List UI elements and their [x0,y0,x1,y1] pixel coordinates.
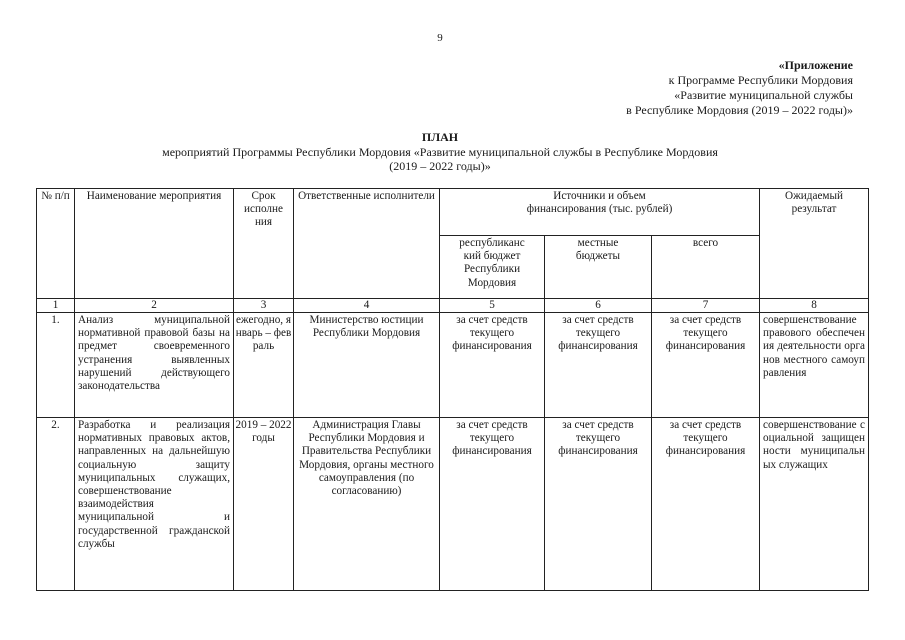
plan-subtitle-1: мероприятий Программы Республики Мордовия «Развитие муниципальной службы в Республике Мордовия [162,144,718,159]
header-row [37,189,869,236]
column-number-2: 2 [75,299,234,313]
row-1-term: ежегодно, январь – февраль [234,313,294,418]
row-1-fin-republic: за счет средств текущего финансирования [440,313,545,418]
appendix-block [626,58,853,118]
appendix-title: «Приложение [778,58,853,72]
header-fin-local: местные бюджеты [545,236,652,299]
row-1-name: Анализ муниципальной нормативной правовой базы на предмет своевременного устранения выявленных нарушений действующего законодательства [75,313,234,418]
table-row [37,313,869,418]
row-1-result: совершенствование правового обеспечения деятельности органов местного самоуправления [760,313,869,418]
row-2-fin-republic: за счет средств текущего финансирования [440,418,545,591]
row-2-num: 2. [37,418,75,591]
row-2-term: 2019 – 2022 годы [234,418,294,591]
appendix-line-3: в Республике Мордовия (2019 – 2022 годы)» [626,103,853,117]
plan-title: ПЛАН [421,130,459,144]
plan-heading [0,130,880,174]
row-1-responsible: Министерство юстиции Республики Мордовия [294,313,440,418]
row-2-responsible: Администрация Главы Республики Мордовия и Правительства Республики Мордовия, органы местного самоуправления (по согласованию) [294,418,440,591]
header-num: № п/п [37,189,75,299]
header-term: Срок исполне ния [234,189,294,299]
plan-subtitle-2: (2019 – 2022 годы)» [389,159,491,173]
header-fin-republic: республиканс кий бюджет Республики Мордовия [440,236,545,299]
row-1-fin-total: за счет средств текущего финансирования [652,313,760,418]
header-name: Наименование мероприятия [75,189,234,299]
page-number: 9 [437,32,443,44]
column-number-5: 5 [440,299,545,313]
header-responsible: Ответственные исполнители [294,189,440,299]
header-financing: Источники и объем финансирования (тыс. рублей) [440,189,760,236]
plan-table [36,188,869,591]
column-number-8: 8 [760,299,869,313]
column-number-1: 1 [37,299,75,313]
column-number-3: 3 [234,299,294,313]
row-2-name: Разработка и реализация нормативных правовых актов, направленных на дальнейшую социальную защиту муниципальных служащих, совершенствование взаимодействия муниципальной и государственной гражданской службы [75,418,234,591]
row-1-fin-local: за счет средств текущего финансирования [545,313,652,418]
header-fin-total: всего [652,236,760,299]
appendix-line-2: «Развитие муниципальной службы [674,88,853,102]
column-number-6: 6 [545,299,652,313]
column-number-7: 7 [652,299,760,313]
column-number-4: 4 [294,299,440,313]
column-number-row [37,299,869,313]
header-result: Ожидаемый результат [760,189,869,299]
row-2-fin-local: за счет средств текущего финансирования [545,418,652,591]
table-row [37,418,869,591]
row-2-result: совершенствование социальной защищенности муниципальных служащих [760,418,869,591]
row-2-fin-total: за счет средств текущего финансирования [652,418,760,591]
row-1-num: 1. [37,313,75,418]
appendix-line-1: к Программе Республики Мордовия [668,73,853,87]
